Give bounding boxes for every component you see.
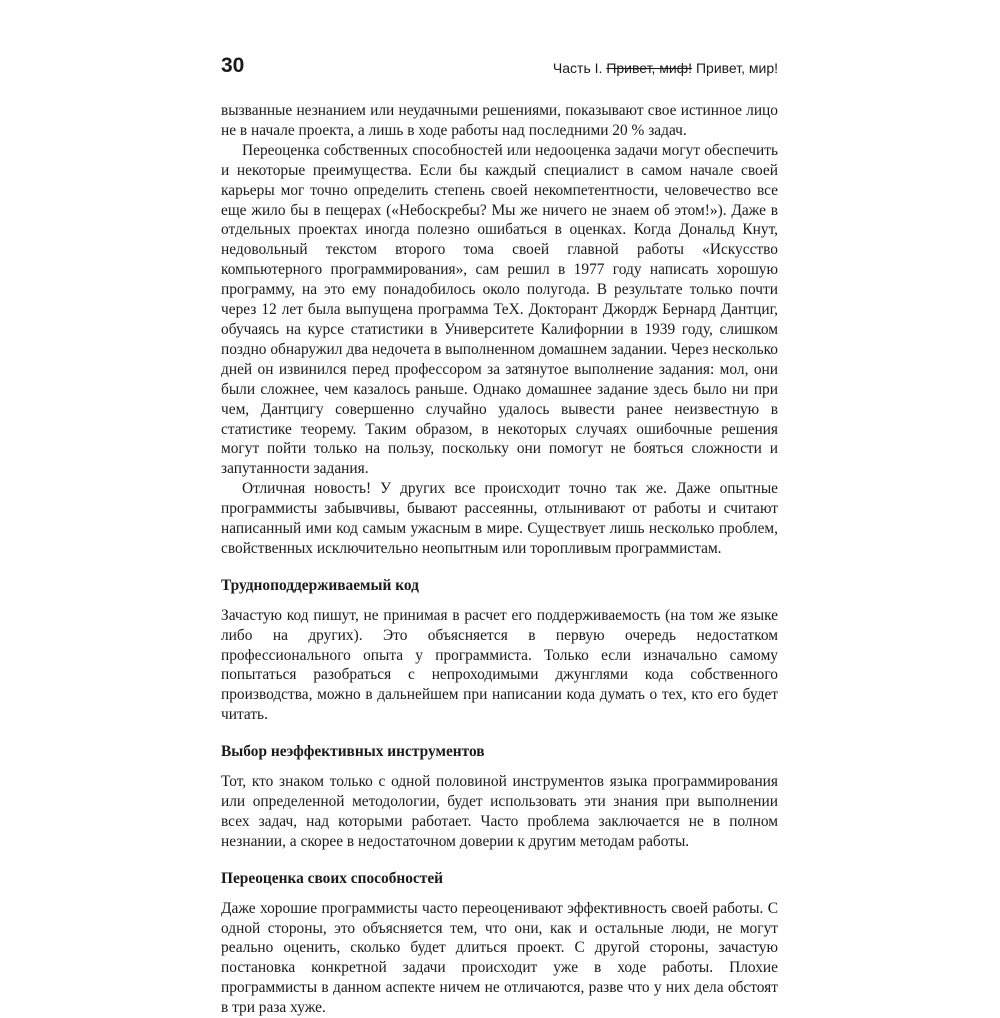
paragraph-4: Зачастую код пишут, не принимая в расчет его поддерживаемость (на том же языке либо на других). Это объясняется в первую очередь недостатком профессионального опыта у программиста. Только если изначально самому попытаться разобраться с непроходимыми джунглями кода собственного производства, можно в дальнейшем при написании кода думать о тех, кто его будет читать. <box>221 606 778 724</box>
section-heading-maintainability: Трудноподдерживаемый код <box>221 576 419 594</box>
running-head-struck-title: Привет, миф! <box>606 60 693 76</box>
running-head <box>553 58 778 78</box>
page-body <box>221 101 778 1018</box>
running-head-title: Привет, мир! <box>695 60 778 76</box>
paragraph-3: Отличная новость! У других все происходит точно так же. Даже опытные программисты забывчивы, бывают рассеянны, отлынивают от работы и считают написанный ими код самым ужасным в мире. Существует лишь несколько проблем, свойственных исключительно неопытным или торопливым программистам. <box>221 480 778 557</box>
running-head-part: Часть I. <box>552 60 603 76</box>
section-heading-tools: Выбор неэффективных инструментов <box>221 743 485 761</box>
paragraph-5: Тот, кто знаком только с одной половиной инструментов языка программирования или определенной методологии, будет использовать эти знания при выполнении всех задач, над которыми работает. Часто проблема заключается не в полном незнании, а скорее в недостаточном доверии к другим методам работы. <box>221 773 778 850</box>
section-heading-overestimation: Переоценка своих способностей <box>221 869 444 887</box>
paragraph-1: вызванные незнанием или неудачными решениями, показывают свое истинное лицо не в начале проекта, а лишь в ходе работы над последними 20 % задач. <box>221 102 778 139</box>
paragraph-2: Переоценка собственных способностей или недооценка задачи могут обеспечить и некоторые преимущества. Если бы каждый специалист в самом начале своей карьеры мог точно определить степень своей некомпетентности, человечество все еще жило бы в пещерах («Небоскребы? Мы же ничего не знаем об этом!»). Даже в отдельных проектах иногда полезно ошибаться в оценках. Когда Дональд Кнут, недовольный текстом второго тома своей главной работы «Искусство компьютерного программирования», сам решил в 1977 году написать хорошую программу, на это ему понадобилось около полугода. В результате только почти через 12 лет была выпущена программа TeX. Докторант Джордж Бернард Дантциг, обучаясь на курсе статистики в Университете Калифорнии в 1939 году, слишком поздно обнаружил два недочета в выполненном домашнем задании. Через несколько дней он извинился перед профессором за затянутое выполнение задания: мол, они были сложнее, чем казалось раньше. Однако домашнее задание здесь было ни при чем, Дантцигу совершенно случайно удалось вывести ранее неизвестную в статистике теорему. Таким образом, в некоторых случаях ошибочные решения могут пойти только на пользу, поскольку они помогут не бояться сложности и запутанности задания. <box>221 141 778 478</box>
page-number: 30 <box>221 54 245 77</box>
paragraph-6: Даже хорошие программисты часто переоценивают эффективность своей работы. С одной стороны, это объясняется тем, что они, как и остальные люди, не могут реально оценить, сколько будет длиться проект. С другой стороны, зачастую постановка конкретной задачи происходит уже в ходе работы. Плохие программисты в данном аспекте ничем не отличаются, разве что у них дела обстоят в три раза хуже. <box>221 899 778 1017</box>
